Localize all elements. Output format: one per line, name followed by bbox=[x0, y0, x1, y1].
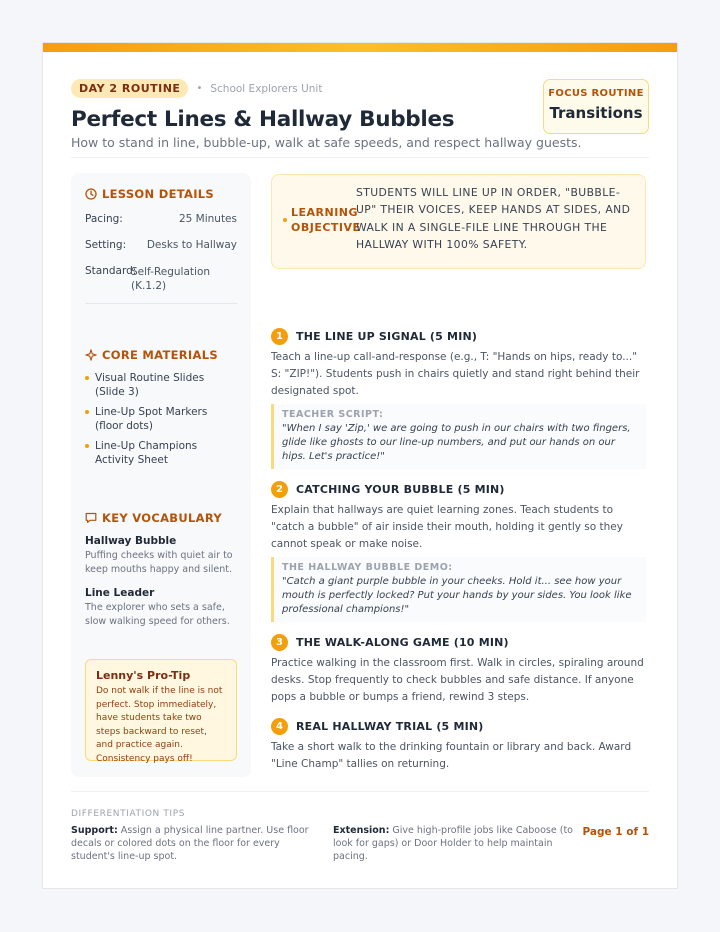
materials-title: CORE MATERIALS bbox=[102, 348, 218, 362]
header-divider bbox=[71, 157, 649, 158]
detail-key: Pacing: bbox=[85, 213, 123, 225]
pro-tip-box bbox=[85, 659, 237, 764]
vocab-definition: The explorer who sets a safe, slow walking speed for others. bbox=[85, 602, 230, 627]
differentiation-label: DIFFERENTIATION TIPS bbox=[71, 809, 186, 819]
extension-tip bbox=[333, 824, 581, 863]
list-item: Visual Routine Slides (Slide 3) bbox=[85, 371, 237, 399]
day-badge: DAY 2 ROUTINE bbox=[71, 79, 188, 98]
vocab-term: Line Leader bbox=[85, 587, 155, 599]
lesson-details-heading bbox=[85, 187, 237, 201]
teacher-script bbox=[271, 557, 646, 622]
extension-text: Give high-profile jobs like Caboose (to look for gaps) or Door Holder to help maintain pacing. bbox=[333, 825, 573, 862]
detail-value: Desks to Hallway bbox=[146, 239, 237, 251]
step-number: 1 bbox=[271, 328, 288, 345]
support-text: Assign a physical line partner. Use floor decals or colored dots on the floor for every student's line-up spot. bbox=[71, 825, 309, 862]
step-title: REAL HALLWAY TRIAL (5 MIN) bbox=[296, 720, 484, 733]
step-3 bbox=[271, 634, 646, 706]
page-number: Page 1 of 1 bbox=[582, 826, 649, 838]
vocabulary-heading bbox=[85, 511, 237, 525]
objective-label-line1: LEARNING bbox=[291, 206, 359, 219]
step-title: THE LINE UP SIGNAL (5 MIN) bbox=[296, 330, 478, 343]
detail-value: Self-Regulation (K.1.2) bbox=[131, 266, 211, 292]
step-title: THE WALK-ALONG GAME (10 MIN) bbox=[296, 636, 509, 649]
detail-value: 25 Minutes bbox=[178, 213, 237, 225]
step-number: 4 bbox=[271, 718, 288, 735]
focus-routine-box bbox=[543, 79, 649, 134]
lesson-details-title: LESSON DETAILS bbox=[102, 187, 214, 201]
learning-objective bbox=[271, 174, 646, 269]
detail-row-pacing bbox=[85, 213, 237, 225]
lesson-plan-page bbox=[42, 42, 678, 889]
materials-list bbox=[85, 371, 237, 467]
footer-divider bbox=[71, 791, 649, 792]
materials-heading bbox=[85, 348, 237, 362]
page-subtitle: How to stand in line, bubble-up, walk at safe speeds, and respect hallway guests. bbox=[71, 135, 582, 150]
support-tip bbox=[71, 824, 323, 863]
script-text: "Catch a giant purple bubble in your cheeks. Hold it... see how your mouth is perfectly locked? Put your hands by your sides. You look like professional champions!" bbox=[282, 576, 632, 615]
vocab-term: Hallway Bubble bbox=[85, 535, 177, 547]
step-body: Take a short walk to the drinking fountain or library and back. Award "Line Champ" tallies on returning. bbox=[271, 741, 632, 770]
unit-label: School Explorers Unit bbox=[210, 82, 323, 95]
step-number: 3 bbox=[271, 634, 288, 651]
sidebar-divider bbox=[85, 303, 237, 304]
detail-row-standard bbox=[85, 265, 237, 293]
list-item: Line-Up Spot Markers (floor dots) bbox=[85, 405, 237, 433]
objective-label-line2: OBJECTIVE bbox=[291, 221, 361, 234]
step-number: 2 bbox=[271, 481, 288, 498]
detail-key: Setting: bbox=[85, 239, 127, 251]
script-text: "When I say 'Zip,' we are going to push in our chairs with two fingers, glide like ghosts to our line-up numbers, and put our hands on our hips. Let's practice!" bbox=[282, 423, 631, 462]
sidebar bbox=[71, 173, 251, 777]
unit-dot: • bbox=[196, 83, 203, 94]
extension-key: Extension: bbox=[333, 825, 390, 836]
step-2 bbox=[271, 481, 646, 622]
vocabulary-title: KEY VOCABULARY bbox=[102, 511, 222, 525]
accent-top-bar bbox=[43, 43, 677, 52]
focus-value: Transitions bbox=[549, 104, 643, 122]
objective-text: STUDENTS WILL LINE UP IN ORDER, "BUBBLE-UP" THEIR VOICES, KEEP HANDS AT SIDES, AND WALK IN A SINGLE-FILE LINE THROUGH THE HALLWAY WITH 100% SAFETY. bbox=[356, 186, 631, 251]
step-body: Explain that hallways are quiet learning zones. Teach students to "catch a bubble" of air inside their mouth, holding it gently so they cannot speak or make noise. bbox=[271, 504, 623, 550]
page-header bbox=[71, 79, 649, 150]
support-key: Support: bbox=[71, 825, 118, 836]
focus-label: FOCUS ROUTINE bbox=[548, 88, 644, 99]
page-title: Perfect Lines & Hallway Bubbles bbox=[71, 107, 455, 132]
vocab-definition: Puffing cheeks with quiet air to keep mouths happy and silent. bbox=[85, 550, 233, 575]
clock-icon bbox=[85, 188, 97, 200]
step-body: Practice walking in the classroom first. Walk in circles, spiraling around desks. Stop frequently to check bubbles and safe distance. If anyone pops a bubble or bumps a friend, rewind 3 steps. bbox=[271, 657, 644, 703]
detail-key: Standard: bbox=[85, 265, 137, 277]
speech-bubble-icon bbox=[85, 512, 97, 524]
step-1 bbox=[271, 328, 646, 469]
lesson-steps bbox=[271, 328, 646, 773]
script-label: THE HALLWAY BUBBLE DEMO: bbox=[282, 562, 453, 573]
step-title: CATCHING YOUR BUBBLE (5 MIN) bbox=[296, 483, 505, 496]
list-item: Line-Up Champions Activity Sheet bbox=[85, 439, 237, 467]
teacher-script bbox=[271, 404, 646, 469]
pro-tip-title: Lenny's Pro-Tip bbox=[96, 669, 191, 682]
script-label: TEACHER SCRIPT: bbox=[282, 409, 384, 420]
objective-label bbox=[282, 205, 361, 235]
pro-tip-body: Do not walk if the line is not perfect. Stop immediately, have students take two steps backward to reset, and practice again. Consistency pays off! bbox=[96, 686, 223, 764]
sparkle-icon bbox=[85, 349, 97, 361]
step-4 bbox=[271, 718, 646, 773]
detail-row-setting bbox=[85, 239, 237, 251]
step-body: Teach a line-up call-and-response (e.g., T: "Hands on hips, ready to..." S: "ZIP!"). Students push in chairs quietly and stand right behind their designated spot. bbox=[271, 351, 640, 397]
